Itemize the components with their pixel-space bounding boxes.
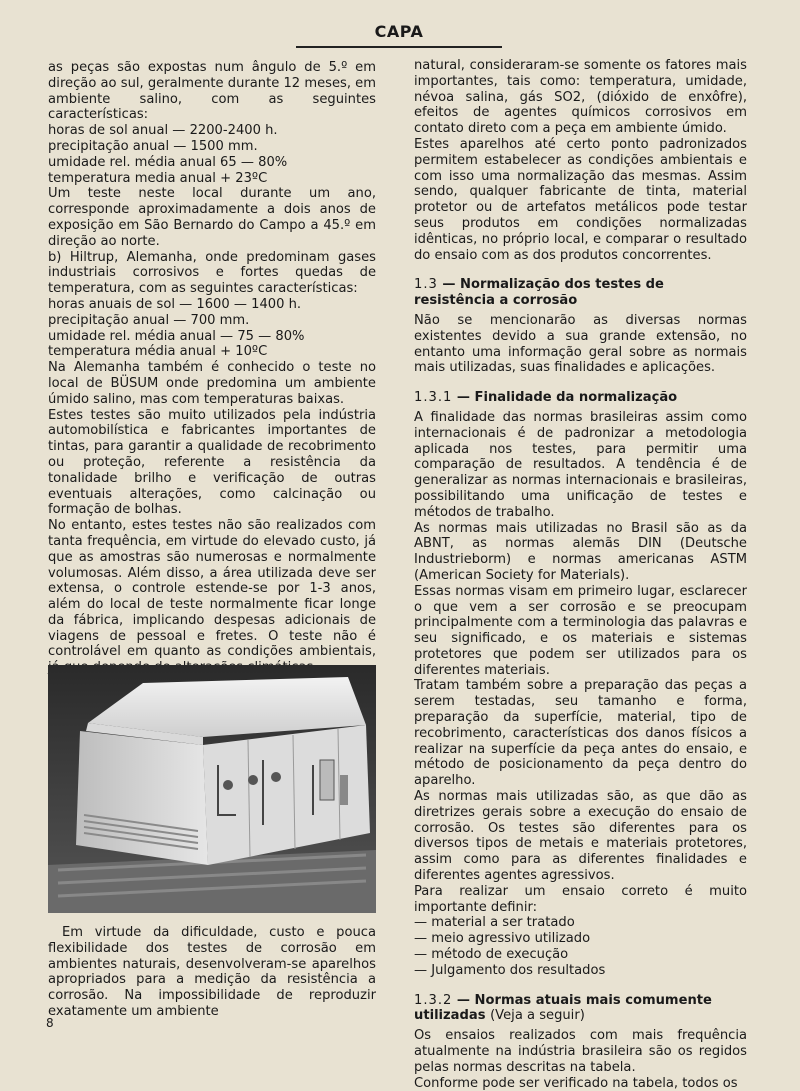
paragraph: Conforme pode ser verificado na tabela, todos os	[414, 1075, 738, 1091]
paragraph: horas de sol anual — 2200-2400 h.	[48, 123, 278, 139]
list-item: — material a ser tratado	[414, 915, 575, 931]
paragraph: Não se mencionarão as diversas normas existentes devido a sua grande extensão, no entanto uma informação geral sobre as normais mais utilizadas, suas finalidades e aplicações.	[414, 312, 747, 376]
paragraph: Um teste neste local durante um ano, corresponde aproximadamente a dois anos de exposição em São Bernardo do Campo a 45.º em direção ao norte.	[48, 186, 376, 249]
paragraph: Essas normas visam em primeiro lugar, esclarecer o que vem a ser corrosão e se preocupam principalmente com a terminologia das palavras e seu significado, e os materiais e sistemas protetores que podem ser utilizados para os diferentes materiais.	[414, 583, 747, 678]
paragraph: b) Hiltrup, Alemanha, onde predominam gases industriais corrosivos e fortes quedas de temperatura, com as seguintes características:	[48, 249, 376, 297]
paragraph: A finalidade das normas brasileiras assim como internacionais é de padronizar a metodologia aplicada nos testes, para permitir uma comparação de resultados. A tendência é de generalizar as normas internacionais e brasileiras, possibilitando uma unificação de testes e métodos de trabalho.	[414, 409, 747, 520]
paragraph: Os ensaios realizados com mais frequência atualmente na indústria brasileira são os regidos pelas normas descritas na tabela.	[414, 1028, 747, 1075]
list-item: — meio agressivo utilizado	[414, 931, 591, 947]
paragraph: No entanto, estes testes não são realizados com tanta frequência, em virtude do elevado custo, já que as amostras são numerosas e normalmente volumosas. Além disso, a área utilizada deve ser extensa, o controle estende-se por 1-3 anos, além do local de teste normalmente ficar longe da fábrica, implicando despesas adicionais de viagens de pessoal e fretes. O teste não é controlável em quanto as condições ambientais,	[48, 518, 376, 660]
section-header: CAPA	[296, 22, 502, 48]
paragraph: horas anuais de sol — 1600 — 1400 h.	[48, 296, 302, 312]
list-item: — método de execução	[414, 947, 569, 963]
paragraph: umidade rel. média anual — 75 — 80%	[48, 328, 305, 344]
photo-caption-text	[48, 925, 376, 1020]
section-heading-1-3-2: 1.3.2 — Normas atuais mais comumente utilizadas (Veja a seguir)	[414, 992, 712, 1024]
paragraph: As normas mais utilizadas no Brasil são as da ABNT, as normas alemãs DIN (Deutsche Industrieborm) e normas americanas ASTM (American Society for Materials).	[414, 520, 747, 583]
paragraph: Na Alemanha também é conhecido o teste no local de BÜSUM onde predomina um ambiente úmido salino, mas com temperaturas baixas.	[48, 360, 376, 407]
paragraph: Tratam também sobre a preparação das peças a serem testadas, seu tamanho e forma, preparação da superfície, material, tipo de recobrimento, características dos danos físicos a realizar na superfície da peça antes do ensaio, e método de posicionamento da peça dentro do aparelho.	[414, 678, 747, 789]
list-item: — Julgamento dos resultados	[414, 962, 606, 978]
paragraph: As normas mais utilizadas são, as que dão as diretrizes gerais sobre a execução do ensaio de corrosão. Os testes são diferentes para os diversos tipos de metais e materiais protetores, assim como para as diferentes finalidades e diferentes agentes agressivos.	[414, 789, 747, 884]
paragraph: Em virtude da dificuldade, custo e pouca flexibilidade dos testes de corrosão em ambientes naturais, desenvolveram-se aparelhos apropriados para a medição da resistência a corrosão. Na impossibilidade de reproduzir exatamente um ambiente	[48, 925, 376, 1019]
section-subtitle: (Veja a seguir)	[490, 1008, 585, 1024]
section-title: Normalização dos testes de resistência a corrosão	[414, 277, 664, 309]
page-number: 8	[46, 1016, 54, 1030]
section-number: 1.3	[414, 277, 438, 293]
paragraph: natural, consideraram-se somente os fatores mais importantes, tais como: temperatura, umidade, névoa salina, gás SO2, (dióxido de enxôfre), efeitos de agentes químicos corrosivos em contato direto com a peça em ambiente úmido.	[414, 58, 747, 137]
section-title: Finalidade da normalização	[474, 390, 678, 406]
right-column	[414, 58, 747, 1091]
paragraph: Para realizar um ensaio correto é muito importante definir:	[414, 883, 747, 915]
paragraph: precipitação anual — 700 mm.	[48, 312, 250, 328]
section-heading-1-3: 1.3 — Normalização dos testes de resistência a corrosão	[414, 277, 664, 309]
paragraph: Estes testes são muito utilizados pela indústria automobilística e fabricantes importantes de tintas, para garantir a qualidade de recobrimento ou proteção, referente a resistência da tonalidade brilho e verificação de outras eventuais alterações, como calcinação ou formação de bolhas.	[48, 407, 376, 518]
paragraph: umidade rel. média anual 65 — 80%	[48, 154, 288, 170]
left-column	[48, 60, 376, 741]
section-heading-1-3-1: 1.3.1 — Finalidade da normalização	[414, 390, 678, 406]
section-number: 1.3.1	[414, 390, 453, 406]
paragraph: temperatura média anual + 10ºC	[48, 344, 268, 360]
section-number: 1.3.2	[414, 992, 453, 1008]
paragraph: Estes aparelhos até certo ponto padronizados permitem estabelecer as condições ambientais e com isso uma normalização das mesmas. Assim sendo, qualquer fabricante de tinta, material protetor ou de artefatos metálicos pode testar seus produtos em condições normalizadas idênticas, no próprio local, e comparar o resultado do ensaio com as dos produtos concorrentes.	[414, 136, 747, 263]
corrosion-chamber-photo	[48, 665, 376, 913]
section-title: Normas atuais mais comumente utilizadas	[414, 992, 712, 1024]
paragraph: temperatura media anual + 23ºC	[48, 170, 268, 186]
paragraph: as peças são expostas num ângulo de 5.º em direção ao sul, geralmente durante 12 meses, em ambiente salino, com as seguintes características:	[48, 60, 376, 123]
paragraph: precipitação anual — 1500 mm.	[48, 138, 258, 154]
